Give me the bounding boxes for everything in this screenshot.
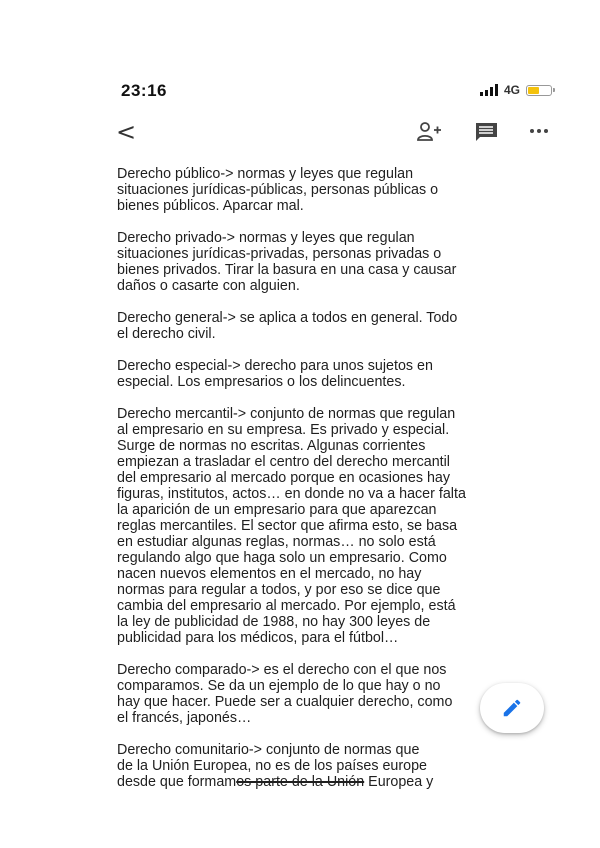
network-type: 4G [503,83,520,97]
status-time: 23:16 [121,81,167,100]
comunitario-text-end: Europea y [364,774,434,790]
paragraph-derecho-publico: Derecho público-> normas y leyes que regulan situaciones jurídicas-públicas, personas públicas o bienes públicos. Aparcar mal. [117,166,439,214]
paragraph-derecho-privado: Derecho privado-> normas y leyes que regulan situaciones jurídicas-privadas, personas privadas o bienes privados. Tirar la basura en una casa y causar daños o casarte con alguien. [117,230,457,294]
paragraph-derecho-comparado: Derecho comparado-> es el derecho con el que nos comparamos. Se da un ejemplo de lo que hay o no hay que hacer. Puede ser a cualquier derecho, como el francés, japonés… [117,662,453,726]
battery-icon [526,85,552,96]
status-indicators [480,83,552,97]
paragraph-derecho-general: Derecho general-> se aplica a todos en general. Todo el derecho civil. [117,310,458,342]
signal-icon [480,84,498,96]
paragraph-derecho-comunitario [117,742,517,790]
add-person-icon[interactable] [416,121,442,143]
struck-text: os parte de la Unión [236,774,365,790]
battery-level [528,87,539,94]
edit-pencil-icon [501,697,523,719]
document-body[interactable] [117,166,517,806]
toolbar [0,118,600,146]
more-options-icon[interactable] [530,129,548,133]
paragraph-derecho-especial: Derecho especial-> derecho para unos sujetos en especial. Los empresarios o los delincuentes. [117,358,433,390]
comment-icon[interactable] [474,122,498,142]
comunitario-text: Derecho comunitario-> conjunto de normas que de la Unión Europea, no es de los países europe desde que formam [117,742,427,790]
paragraph-derecho-mercantil: Derecho mercantil-> conjunto de normas que regulan al empresario en su empresa. Es privado y especial. Surge de normas no escritas. Algunas corrientes empiezan a trasladar el centro del derecho mercantil del empresario al mercado porque en ocasiones hay figuras, institutos, actos… en donde no va a hacer falta la aparición de un empresario para que aparezcan reglas mercantiles. El sector que afirma esto, se basa en estudiar algunas reglas, normas… no solo está regulando algo que haga solo un empresario. Como nacen nuevos elementos en el mercado, no hay normas para regular a todos, y por eso se dice que cambia del empresario al mercado. Por ejemplo, está la ley de publicidad de 1988, no hay 300 leyes de publicidad para los médicos, para el fútbol… [117,406,466,646]
edit-button[interactable] [480,683,544,733]
status-bar [0,78,600,104]
back-arrow-icon[interactable]: < [116,118,137,146]
